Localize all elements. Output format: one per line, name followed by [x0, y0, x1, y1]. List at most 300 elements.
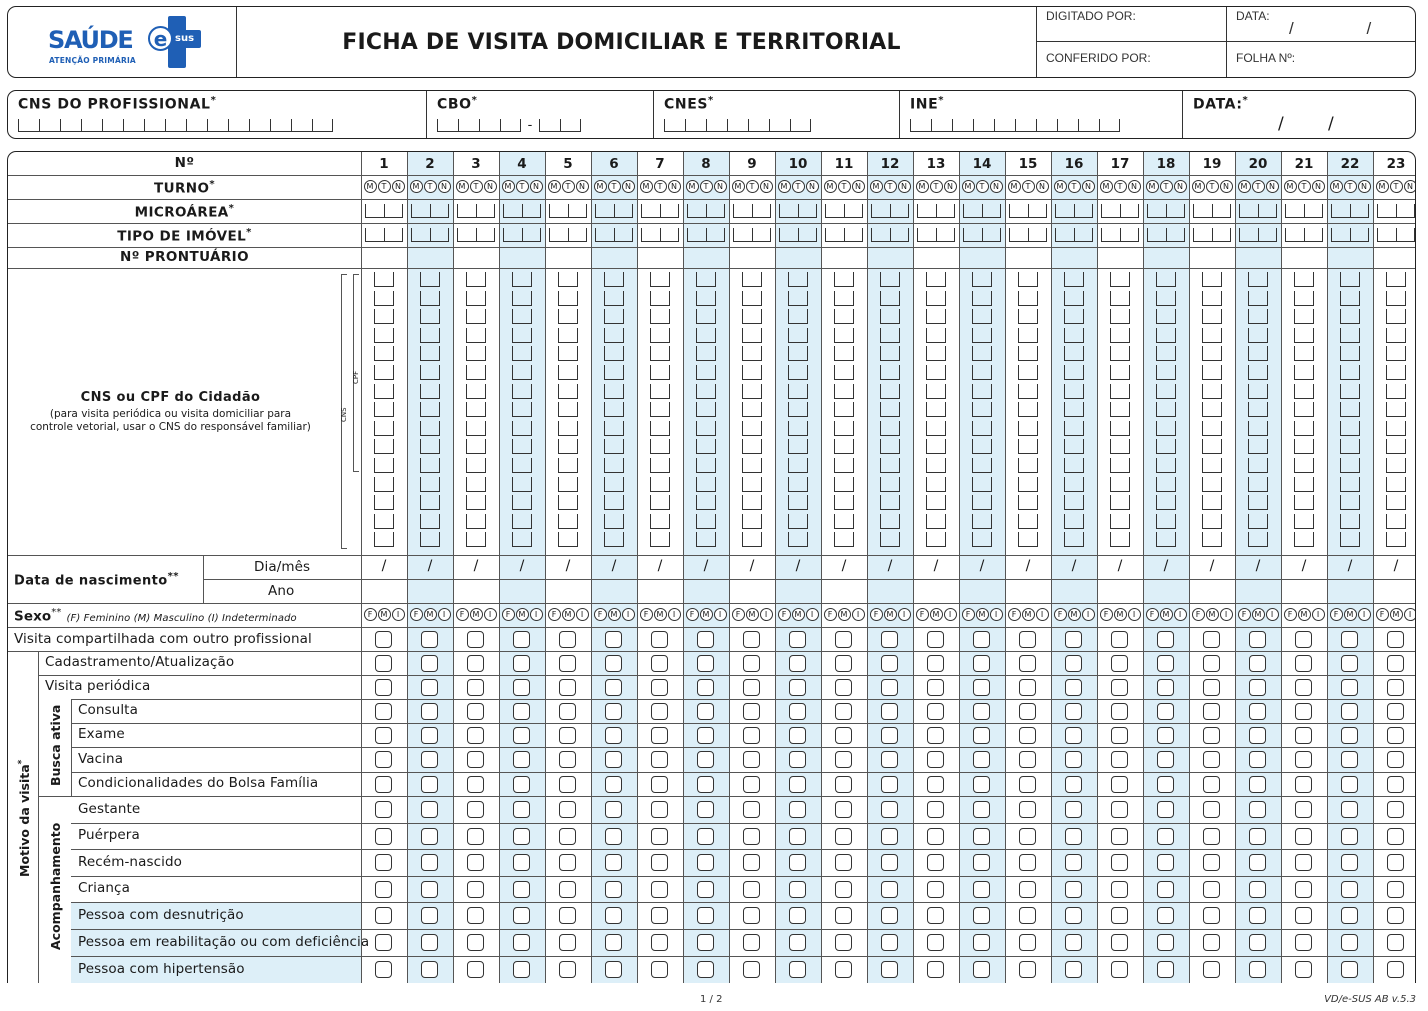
cns-cpf-digit-box[interactable]	[1064, 346, 1084, 361]
motivo-checkbox[interactable]	[1203, 961, 1220, 978]
cns-cpf-digit-box[interactable]	[1110, 477, 1130, 492]
cnes-boxes[interactable]	[664, 119, 811, 132]
motivo-checkbox[interactable]	[881, 679, 898, 696]
motivo-checkbox[interactable]	[1203, 655, 1220, 672]
digit-box[interactable]	[539, 119, 560, 132]
motivo-checkbox[interactable]	[559, 934, 576, 951]
turno-option[interactable]: T	[1022, 180, 1035, 193]
cns-cpf-digit-box[interactable]	[1294, 439, 1314, 454]
tipo-imovel-boxes[interactable]	[1009, 228, 1047, 242]
cns-cpf-digit-box[interactable]	[972, 346, 992, 361]
cns-cpf-digit-box[interactable]	[834, 291, 854, 306]
cns-cpf-digit-box[interactable]	[1064, 458, 1084, 473]
compartilhada-checkbox[interactable]	[789, 631, 806, 648]
cns-cpf-digit-box[interactable]	[1110, 532, 1130, 547]
motivo-checkbox[interactable]	[835, 703, 852, 720]
cns-cpf-digit-box[interactable]	[696, 495, 716, 510]
cns-cpf-digit-box[interactable]	[1386, 309, 1406, 324]
cns-cpf-digit-box[interactable]	[1294, 384, 1314, 399]
header-date-field[interactable]	[1227, 7, 1416, 42]
cns-cpf-digit-box[interactable]	[696, 384, 716, 399]
sexo-option[interactable]: F	[870, 608, 883, 621]
cns-cpf-digit-box[interactable]	[1018, 495, 1038, 510]
cns-cpf-digit-box[interactable]	[512, 328, 532, 343]
motivo-checkbox[interactable]	[605, 751, 622, 768]
cns-cpf-digit-box[interactable]	[1018, 514, 1038, 529]
cns-cpf-digit-box[interactable]	[972, 291, 992, 306]
cns-cpf-digit-box[interactable]	[1248, 477, 1268, 492]
motivo-checkbox[interactable]	[467, 907, 484, 924]
cns-cpf-digit-box[interactable]	[1064, 532, 1084, 547]
turno-option[interactable]: N	[438, 180, 451, 193]
turno-option[interactable]: M	[824, 180, 837, 193]
motivo-checkbox[interactable]	[1203, 679, 1220, 696]
cns-cpf-digit-box[interactable]	[788, 421, 808, 436]
motivo-checkbox[interactable]	[1249, 881, 1266, 898]
turno-option[interactable]: N	[1174, 180, 1187, 193]
motivo-checkbox[interactable]	[513, 907, 530, 924]
cns-cpf-digit-box[interactable]	[1110, 421, 1130, 436]
motivo-checkbox[interactable]	[375, 801, 392, 818]
cns-cpf-digit-box[interactable]	[1110, 346, 1130, 361]
cns-cpf-digit-box[interactable]	[788, 272, 808, 287]
sexo-option[interactable]: F	[548, 608, 561, 621]
cns-cpf-digit-box[interactable]	[1018, 291, 1038, 306]
cns-cpf-digit-box[interactable]	[1340, 384, 1360, 399]
cns-cpf-digit-box[interactable]	[696, 532, 716, 547]
cns-cpf-digit-box[interactable]	[1340, 532, 1360, 547]
cns-cpf-digit-box[interactable]	[1064, 514, 1084, 529]
microarea-boxes[interactable]	[1239, 204, 1277, 218]
motivo-checkbox[interactable]	[1387, 801, 1404, 818]
sexo-option[interactable]: I	[622, 608, 635, 621]
turno-option[interactable]: M	[594, 180, 607, 193]
cns-cpf-digit-box[interactable]	[650, 532, 670, 547]
motivo-checkbox[interactable]	[375, 828, 392, 845]
digit-box[interactable]	[291, 119, 312, 132]
cns-cpf-digit-box[interactable]	[1340, 346, 1360, 361]
sexo-option[interactable]: M	[976, 608, 989, 621]
cns-cpf-digit-box[interactable]	[1110, 272, 1130, 287]
cns-cpf-digit-box[interactable]	[1248, 384, 1268, 399]
cns-cpf-digit-box[interactable]	[1340, 458, 1360, 473]
motivo-checkbox[interactable]	[1111, 751, 1128, 768]
cns-cpf-digit-box[interactable]	[834, 477, 854, 492]
motivo-checkbox[interactable]	[927, 727, 944, 744]
cns-cpf-digit-box[interactable]	[512, 291, 532, 306]
motivo-checkbox[interactable]	[1065, 881, 1082, 898]
sexo-option[interactable]: F	[640, 608, 653, 621]
cns-cpf-digit-box[interactable]	[1156, 272, 1176, 287]
motivo-checkbox[interactable]	[1111, 907, 1128, 924]
motivo-checkbox[interactable]	[467, 679, 484, 696]
motivo-checkbox[interactable]	[375, 655, 392, 672]
motivo-checkbox[interactable]	[835, 961, 852, 978]
cns-cpf-digit-box[interactable]	[1340, 328, 1360, 343]
motivo-checkbox[interactable]	[1295, 828, 1312, 845]
cns-cpf-digit-box[interactable]	[880, 439, 900, 454]
cns-cpf-digit-box[interactable]	[880, 532, 900, 547]
turno-option[interactable]: T	[654, 180, 667, 193]
motivo-checkbox[interactable]	[1341, 907, 1358, 924]
motivo-checkbox[interactable]	[1111, 776, 1128, 793]
cns-cpf-digit-box[interactable]	[926, 495, 946, 510]
turno-option[interactable]: T	[424, 180, 437, 193]
compartilhada-checkbox[interactable]	[1111, 631, 1128, 648]
cns-cpf-digit-box[interactable]	[1156, 477, 1176, 492]
motivo-checkbox[interactable]	[1341, 679, 1358, 696]
cns-cpf-digit-box[interactable]	[880, 328, 900, 343]
cns-cpf-digit-box[interactable]	[972, 328, 992, 343]
motivo-checkbox[interactable]	[973, 828, 990, 845]
cns-cpf-digit-box[interactable]	[880, 346, 900, 361]
turno-option[interactable]: N	[990, 180, 1003, 193]
cns-cpf-digit-box[interactable]	[558, 402, 578, 417]
motivo-checkbox[interactable]	[1341, 751, 1358, 768]
cns-cpf-digit-box[interactable]	[1386, 402, 1406, 417]
tipo-imovel-boxes[interactable]	[1239, 228, 1277, 242]
motivo-checkbox[interactable]	[1111, 655, 1128, 672]
cns-cpf-digit-box[interactable]	[1294, 346, 1314, 361]
cns-cpf-digit-box[interactable]	[558, 365, 578, 380]
sexo-option[interactable]: F	[502, 608, 515, 621]
cns-cpf-digit-box[interactable]	[834, 402, 854, 417]
cns-cpf-digit-box[interactable]	[834, 495, 854, 510]
motivo-checkbox[interactable]	[559, 961, 576, 978]
tipo-imovel-boxes[interactable]	[1377, 228, 1415, 242]
microarea-boxes[interactable]	[825, 204, 863, 218]
motivo-checkbox[interactable]	[559, 801, 576, 818]
motivo-checkbox[interactable]	[789, 801, 806, 818]
turno-option[interactable]: N	[484, 180, 497, 193]
cns-cpf-digit-box[interactable]	[1340, 365, 1360, 380]
cns-cpf-digit-box[interactable]	[558, 346, 578, 361]
tipo-imovel-boxes[interactable]	[871, 228, 909, 242]
cns-cpf-digit-box[interactable]	[696, 421, 716, 436]
motivo-checkbox[interactable]	[835, 655, 852, 672]
cns-cpf-digit-box[interactable]	[420, 532, 440, 547]
turno-option[interactable]: M	[1238, 180, 1251, 193]
cns-cpf-digit-box[interactable]	[374, 477, 394, 492]
sexo-option[interactable]: M	[746, 608, 759, 621]
sexo-option[interactable]: F	[824, 608, 837, 621]
digit-box[interactable]	[312, 119, 333, 132]
cns-cpf-digit-box[interactable]	[604, 365, 624, 380]
cns-cpf-digit-box[interactable]	[466, 477, 486, 492]
motivo-checkbox[interactable]	[375, 934, 392, 951]
cns-cpf-digit-box[interactable]	[650, 421, 670, 436]
sexo-option[interactable]: M	[1114, 608, 1127, 621]
digit-box[interactable]	[664, 119, 685, 132]
cns-cpf-digit-box[interactable]	[604, 309, 624, 324]
cnes-field[interactable]	[654, 91, 900, 138]
cns-cpf-digit-box[interactable]	[696, 365, 716, 380]
motivo-checkbox[interactable]	[651, 751, 668, 768]
motivo-checkbox[interactable]	[1111, 679, 1128, 696]
motivo-checkbox[interactable]	[421, 934, 438, 951]
motivo-checkbox[interactable]	[651, 801, 668, 818]
sexo-option[interactable]: I	[576, 608, 589, 621]
cns-cpf-digit-box[interactable]	[1248, 365, 1268, 380]
cns-cpf-digit-box[interactable]	[926, 439, 946, 454]
motivo-checkbox[interactable]	[1019, 881, 1036, 898]
motivo-checkbox[interactable]	[1387, 679, 1404, 696]
motivo-checkbox[interactable]	[1157, 907, 1174, 924]
tipo-imovel-boxes[interactable]	[549, 228, 587, 242]
motivo-checkbox[interactable]	[375, 907, 392, 924]
cns-cpf-digit-box[interactable]	[880, 384, 900, 399]
cns-cpf-digit-box[interactable]	[1248, 328, 1268, 343]
cns-cpf-digit-box[interactable]	[834, 328, 854, 343]
cns-cpf-digit-box[interactable]	[1064, 477, 1084, 492]
cns-cpf-digit-box[interactable]	[742, 495, 762, 510]
cns-cpf-digit-box[interactable]	[1202, 514, 1222, 529]
cns-cpf-digit-box[interactable]	[1248, 439, 1268, 454]
motivo-checkbox[interactable]	[1387, 727, 1404, 744]
cns-cpf-digit-box[interactable]	[604, 346, 624, 361]
cns-cpf-digit-box[interactable]	[558, 384, 578, 399]
cns-cpf-digit-box[interactable]	[558, 495, 578, 510]
motivo-checkbox[interactable]	[1065, 655, 1082, 672]
cns-cpf-digit-box[interactable]	[1202, 346, 1222, 361]
microarea-boxes[interactable]	[503, 204, 541, 218]
cns-cpf-digit-box[interactable]	[1202, 495, 1222, 510]
digit-box[interactable]	[994, 119, 1015, 132]
cns-cpf-digit-box[interactable]	[926, 365, 946, 380]
motivo-checkbox[interactable]	[1157, 703, 1174, 720]
motivo-checkbox[interactable]	[513, 828, 530, 845]
tipo-imovel-boxes[interactable]	[825, 228, 863, 242]
motivo-checkbox[interactable]	[973, 679, 990, 696]
sexo-option[interactable]: I	[1082, 608, 1095, 621]
motivo-checkbox[interactable]	[651, 679, 668, 696]
motivo-checkbox[interactable]	[605, 801, 622, 818]
cns-cpf-digit-box[interactable]	[420, 346, 440, 361]
motivo-checkbox[interactable]	[375, 727, 392, 744]
motivo-checkbox[interactable]	[1019, 907, 1036, 924]
cns-cpf-digit-box[interactable]	[466, 384, 486, 399]
cns-cpf-digit-box[interactable]	[558, 309, 578, 324]
motivo-checkbox[interactable]	[605, 727, 622, 744]
motivo-checkbox[interactable]	[743, 907, 760, 924]
ine-boxes[interactable]	[910, 119, 1120, 132]
cns-cpf-digit-box[interactable]	[374, 495, 394, 510]
cns-cpf-digit-box[interactable]	[374, 309, 394, 324]
motivo-checkbox[interactable]	[927, 907, 944, 924]
sexo-option[interactable]: F	[916, 608, 929, 621]
digit-box[interactable]	[500, 119, 521, 132]
tipo-imovel-boxes[interactable]	[963, 228, 1001, 242]
turno-option[interactable]: N	[760, 180, 773, 193]
motivo-checkbox[interactable]	[421, 961, 438, 978]
motivo-checkbox[interactable]	[1295, 703, 1312, 720]
cns-cpf-digit-box[interactable]	[926, 346, 946, 361]
cns-cpf-digit-box[interactable]	[604, 272, 624, 287]
motivo-checkbox[interactable]	[513, 801, 530, 818]
motivo-checkbox[interactable]	[1019, 679, 1036, 696]
motivo-checkbox[interactable]	[467, 751, 484, 768]
motivo-checkbox[interactable]	[1019, 854, 1036, 871]
motivo-checkbox[interactable]	[973, 961, 990, 978]
motivo-checkbox[interactable]	[697, 907, 714, 924]
cns-cpf-digit-box[interactable]	[834, 365, 854, 380]
sexo-option[interactable]: F	[364, 608, 377, 621]
cns-cpf-digit-box[interactable]	[926, 421, 946, 436]
cns-cpf-digit-box[interactable]	[1018, 365, 1038, 380]
motivo-checkbox[interactable]	[789, 679, 806, 696]
cns-cpf-digit-box[interactable]	[604, 328, 624, 343]
motivo-checkbox[interactable]	[1295, 961, 1312, 978]
motivo-checkbox[interactable]	[789, 907, 806, 924]
motivo-checkbox[interactable]	[927, 828, 944, 845]
cns-cpf-digit-box[interactable]	[650, 384, 670, 399]
cns-cpf-digit-box[interactable]	[1202, 309, 1222, 324]
motivo-checkbox[interactable]	[1203, 751, 1220, 768]
cns-cpf-digit-box[interactable]	[1294, 272, 1314, 287]
cns-cpf-digit-box[interactable]	[1248, 291, 1268, 306]
cns-profissional-field[interactable]	[8, 91, 427, 138]
cns-cpf-digit-box[interactable]	[374, 365, 394, 380]
cns-cpf-digit-box[interactable]	[1110, 495, 1130, 510]
sexo-option[interactable]: F	[778, 608, 791, 621]
sexo-option[interactable]: I	[1266, 608, 1279, 621]
cns-cpf-digit-box[interactable]	[788, 495, 808, 510]
cns-cpf-digit-box[interactable]	[1248, 458, 1268, 473]
motivo-checkbox[interactable]	[1157, 854, 1174, 871]
cns-cpf-digit-box[interactable]	[1294, 421, 1314, 436]
motivo-checkbox[interactable]	[1203, 727, 1220, 744]
compartilhada-checkbox[interactable]	[467, 631, 484, 648]
motivo-checkbox[interactable]	[789, 751, 806, 768]
motivo-checkbox[interactable]	[1157, 679, 1174, 696]
sexo-option[interactable]: I	[438, 608, 451, 621]
cns-cpf-digit-box[interactable]	[926, 309, 946, 324]
cns-cpf-digit-box[interactable]	[1064, 495, 1084, 510]
cns-cpf-digit-box[interactable]	[788, 477, 808, 492]
motivo-checkbox[interactable]	[1295, 881, 1312, 898]
motivo-checkbox[interactable]	[835, 751, 852, 768]
sexo-option[interactable]: F	[732, 608, 745, 621]
digit-box[interactable]	[706, 119, 727, 132]
cns-cpf-digit-box[interactable]	[512, 309, 532, 324]
turno-option[interactable]: M	[686, 180, 699, 193]
sexo-option[interactable]: F	[1192, 608, 1205, 621]
sexo-option[interactable]: F	[1146, 608, 1159, 621]
cns-cpf-digit-box[interactable]	[926, 384, 946, 399]
motivo-checkbox[interactable]	[651, 907, 668, 924]
cns-cpf-digit-box[interactable]	[374, 272, 394, 287]
turno-option[interactable]: M	[548, 180, 561, 193]
motivo-checkbox[interactable]	[697, 881, 714, 898]
microarea-boxes[interactable]	[411, 204, 449, 218]
turno-option[interactable]: N	[622, 180, 635, 193]
motivo-checkbox[interactable]	[927, 801, 944, 818]
cns-cpf-digit-box[interactable]	[1110, 291, 1130, 306]
compartilhada-checkbox[interactable]	[881, 631, 898, 648]
motivo-checkbox[interactable]	[881, 801, 898, 818]
cns-cpf-digit-box[interactable]	[1248, 272, 1268, 287]
digitado-por-field[interactable]	[1037, 7, 1227, 42]
compartilhada-checkbox[interactable]	[513, 631, 530, 648]
digit-box[interactable]	[207, 119, 228, 132]
cns-cpf-digit-box[interactable]	[650, 346, 670, 361]
cns-cpf-digit-box[interactable]	[696, 328, 716, 343]
turno-option[interactable]: N	[1358, 180, 1371, 193]
digit-box[interactable]	[60, 119, 81, 132]
tipo-imovel-boxes[interactable]	[503, 228, 541, 242]
tipo-imovel-boxes[interactable]	[1285, 228, 1323, 242]
cns-cpf-digit-box[interactable]	[466, 402, 486, 417]
cns-cpf-digit-box[interactable]	[1156, 421, 1176, 436]
motivo-checkbox[interactable]	[1019, 801, 1036, 818]
motivo-checkbox[interactable]	[1387, 907, 1404, 924]
cns-cpf-digit-box[interactable]	[1156, 365, 1176, 380]
cns-cpf-digit-box[interactable]	[466, 439, 486, 454]
compartilhada-checkbox[interactable]	[697, 631, 714, 648]
sexo-option[interactable]: M	[1252, 608, 1265, 621]
motivo-checkbox[interactable]	[1295, 679, 1312, 696]
cns-cpf-digit-box[interactable]	[1202, 439, 1222, 454]
motivo-checkbox[interactable]	[1341, 961, 1358, 978]
digit-box[interactable]	[560, 119, 581, 132]
motivo-checkbox[interactable]	[1157, 727, 1174, 744]
motivo-checkbox[interactable]	[1019, 934, 1036, 951]
turno-option[interactable]: M	[1330, 180, 1343, 193]
cns-cpf-digit-box[interactable]	[1156, 402, 1176, 417]
cns-cpf-digit-box[interactable]	[558, 439, 578, 454]
cns-cpf-digit-box[interactable]	[1202, 384, 1222, 399]
sexo-option[interactable]: F	[1100, 608, 1113, 621]
compartilhada-checkbox[interactable]	[835, 631, 852, 648]
cns-cpf-digit-box[interactable]	[512, 346, 532, 361]
sexo-option[interactable]: F	[1008, 608, 1021, 621]
cns-cpf-digit-box[interactable]	[926, 272, 946, 287]
motivo-checkbox[interactable]	[1157, 828, 1174, 845]
tipo-imovel-boxes[interactable]	[1193, 228, 1231, 242]
motivo-checkbox[interactable]	[1111, 801, 1128, 818]
sexo-option[interactable]: I	[1128, 608, 1141, 621]
turno-option[interactable]: M	[1192, 180, 1205, 193]
motivo-checkbox[interactable]	[1249, 727, 1266, 744]
cns-cpf-digit-box[interactable]	[466, 514, 486, 529]
motivo-checkbox[interactable]	[1019, 727, 1036, 744]
sexo-option[interactable]: I	[1036, 608, 1049, 621]
motivo-checkbox[interactable]	[421, 881, 438, 898]
turno-option[interactable]: N	[1266, 180, 1279, 193]
motivo-checkbox[interactable]	[973, 727, 990, 744]
motivo-checkbox[interactable]	[1065, 907, 1082, 924]
cns-cpf-digit-box[interactable]	[1386, 495, 1406, 510]
digit-box[interactable]	[1078, 119, 1099, 132]
motivo-checkbox[interactable]	[697, 934, 714, 951]
microarea-boxes[interactable]	[1147, 204, 1185, 218]
motivo-checkbox[interactable]	[1341, 828, 1358, 845]
motivo-checkbox[interactable]	[1203, 801, 1220, 818]
microarea-boxes[interactable]	[871, 204, 909, 218]
tipo-imovel-boxes[interactable]	[411, 228, 449, 242]
motivo-checkbox[interactable]	[605, 703, 622, 720]
turno-option[interactable]: N	[1220, 180, 1233, 193]
cns-cpf-digit-box[interactable]	[696, 309, 716, 324]
motivo-checkbox[interactable]	[927, 854, 944, 871]
compartilhada-checkbox[interactable]	[973, 631, 990, 648]
sexo-option[interactable]: I	[1174, 608, 1187, 621]
cns-cpf-digit-box[interactable]	[466, 421, 486, 436]
turno-option[interactable]: M	[1284, 180, 1297, 193]
microarea-boxes[interactable]	[779, 204, 817, 218]
motivo-checkbox[interactable]	[651, 828, 668, 845]
cns-cpf-digit-box[interactable]	[604, 421, 624, 436]
